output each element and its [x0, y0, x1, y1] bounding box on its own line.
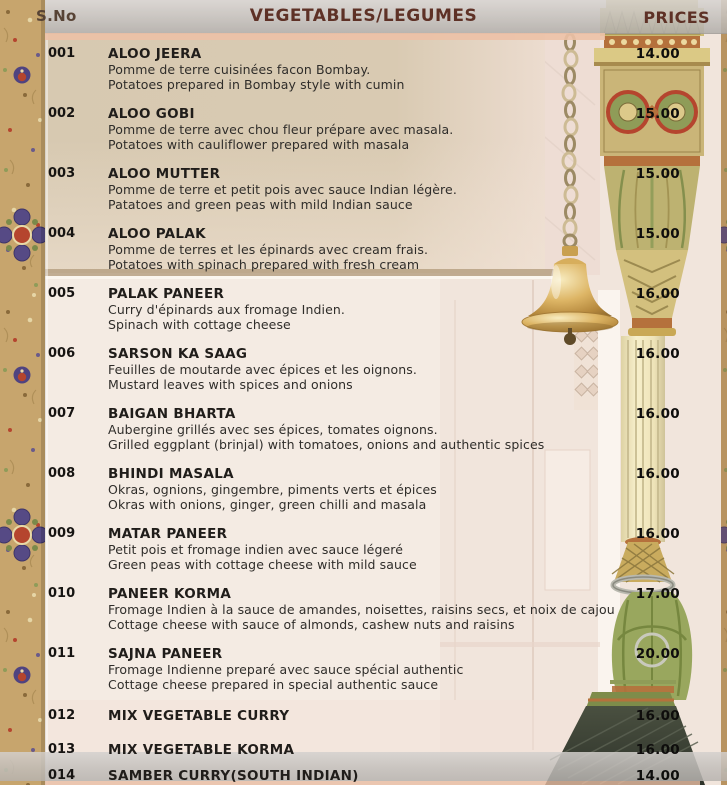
- item-price: 16.00: [635, 406, 680, 422]
- item-desc-english: Okras with onions, ginger, green chilli and masala: [108, 497, 427, 512]
- item-number: 007: [48, 406, 76, 421]
- item-number: 012: [48, 708, 76, 723]
- item-price: 20.00: [635, 646, 680, 662]
- item-desc-french: Fromage Indienne preparé avec sauce spécial authentic: [108, 662, 464, 677]
- menu-item-row: [0, 768, 727, 785]
- item-desc-english: Cottage cheese prepared in special authentic sauce: [108, 677, 439, 692]
- item-name: BHINDI MASALA: [108, 466, 234, 482]
- item-number: 003: [48, 166, 76, 181]
- item-desc-french: Aubergine grillés avec ses épices, tomates oignons.: [108, 422, 438, 437]
- item-price: 14.00: [635, 46, 680, 62]
- item-name: ALOO GOBI: [108, 106, 195, 122]
- item-name: SAJNA PANEER: [108, 646, 223, 662]
- menu-item-row: [0, 166, 727, 214]
- item-number: 011: [48, 646, 76, 661]
- item-number: 002: [48, 106, 76, 121]
- item-name: PALAK PANEER: [108, 286, 225, 302]
- item-price: 14.00: [635, 768, 680, 784]
- item-name: MIX VEGETABLE CURRY: [108, 708, 290, 724]
- item-price: 16.00: [635, 708, 680, 724]
- item-desc-french: Fromage Indien à la sauce de amandes, noisettes, raisins secs, et noix de cajou: [108, 602, 615, 617]
- item-desc-french: Pomme de terre avec chou fleur prépare avec masala.: [108, 122, 454, 137]
- item-number: 001: [48, 46, 76, 61]
- item-number: 013: [48, 742, 76, 757]
- item-price: 15.00: [635, 106, 680, 122]
- item-name: PANEER KORMA: [108, 586, 232, 602]
- item-number: 014: [48, 768, 76, 783]
- item-desc-english: Green peas with cottage cheese with mild sauce: [108, 557, 417, 572]
- item-desc-english: Potatoes with spinach prepared with fresh cream: [108, 257, 420, 272]
- page-title: VEGETABLES/LEGUMES: [249, 6, 478, 26]
- menu-item-row: [0, 226, 727, 274]
- item-name: SAMBER CURRY(SOUTH INDIAN): [108, 768, 359, 784]
- menu-item-row: [0, 586, 727, 634]
- item-desc-english: Potatoes prepared in Bombay style with cumin: [108, 77, 405, 92]
- menu-item-row: [0, 526, 727, 574]
- item-number: 006: [48, 346, 76, 361]
- item-desc-english: Mustard leaves with spices and onions: [108, 377, 353, 392]
- item-price: 16.00: [635, 286, 680, 302]
- item-price: 16.00: [635, 466, 680, 482]
- item-desc-english: Potatoes with cauliflower prepared with masala: [108, 137, 410, 152]
- item-desc-french: Pomme de terre cuisinées facon Bombay.: [108, 62, 371, 77]
- item-desc-french: Pomme de terre et petit pois avec sauce Indian légère.: [108, 182, 457, 197]
- item-price: 17.00: [635, 586, 680, 602]
- item-number: 010: [48, 586, 76, 601]
- item-desc-french: Petit pois et fromage indien avec sauce légeré: [108, 542, 404, 557]
- item-price: 15.00: [635, 226, 680, 242]
- menu-item-row: [0, 106, 727, 154]
- item-desc-english: Cottage cheese with sauce of almonds, cashew nuts and raisins: [108, 617, 515, 632]
- item-name: ALOO JEERA: [108, 46, 202, 62]
- item-price: 16.00: [635, 346, 680, 362]
- prices-column-header: PRICES: [643, 8, 710, 27]
- menu-item-row: [0, 46, 727, 94]
- item-desc-french: Pomme de terres et les épinards avec cream frais.: [108, 242, 429, 257]
- item-name: ALOO PALAK: [108, 226, 206, 242]
- serial-column-header: S.No: [36, 7, 77, 25]
- menu-item-row: [0, 646, 727, 694]
- item-name: BAIGAN BHARTA: [108, 406, 236, 422]
- item-price: 16.00: [635, 526, 680, 542]
- menu-item-row: [0, 406, 727, 454]
- item-name: SARSON KA SAAG: [108, 346, 248, 362]
- item-price: 15.00: [635, 166, 680, 182]
- item-name: MATAR PANEER: [108, 526, 228, 542]
- item-name: MIX VEGETABLE KORMA: [108, 742, 295, 758]
- item-desc-english: Patatoes and green peas with mild Indian sauce: [108, 197, 413, 212]
- item-price: 16.00: [635, 742, 680, 758]
- item-number: 004: [48, 226, 76, 241]
- item-desc-french: Curry d'épinards aux fromage Indien.: [108, 302, 345, 317]
- item-number: 008: [48, 466, 76, 481]
- item-number: 005: [48, 286, 76, 301]
- item-desc-english: Grilled eggplant (brinjal) with tomatoes, onions and authentic spices: [108, 437, 545, 452]
- menu-item-row: [0, 346, 727, 394]
- item-desc-french: Okras, ognions, gingembre, piments verts et épices: [108, 482, 437, 497]
- menu-item-row: [0, 286, 727, 334]
- item-name: ALOO MUTTER: [108, 166, 221, 182]
- item-desc-french: Feuilles de moutarde avec épices et les oignons.: [108, 362, 417, 377]
- item-desc-english: Spinach with cottage cheese: [108, 317, 291, 332]
- menu-item-row: [0, 466, 727, 514]
- item-number: 009: [48, 526, 76, 541]
